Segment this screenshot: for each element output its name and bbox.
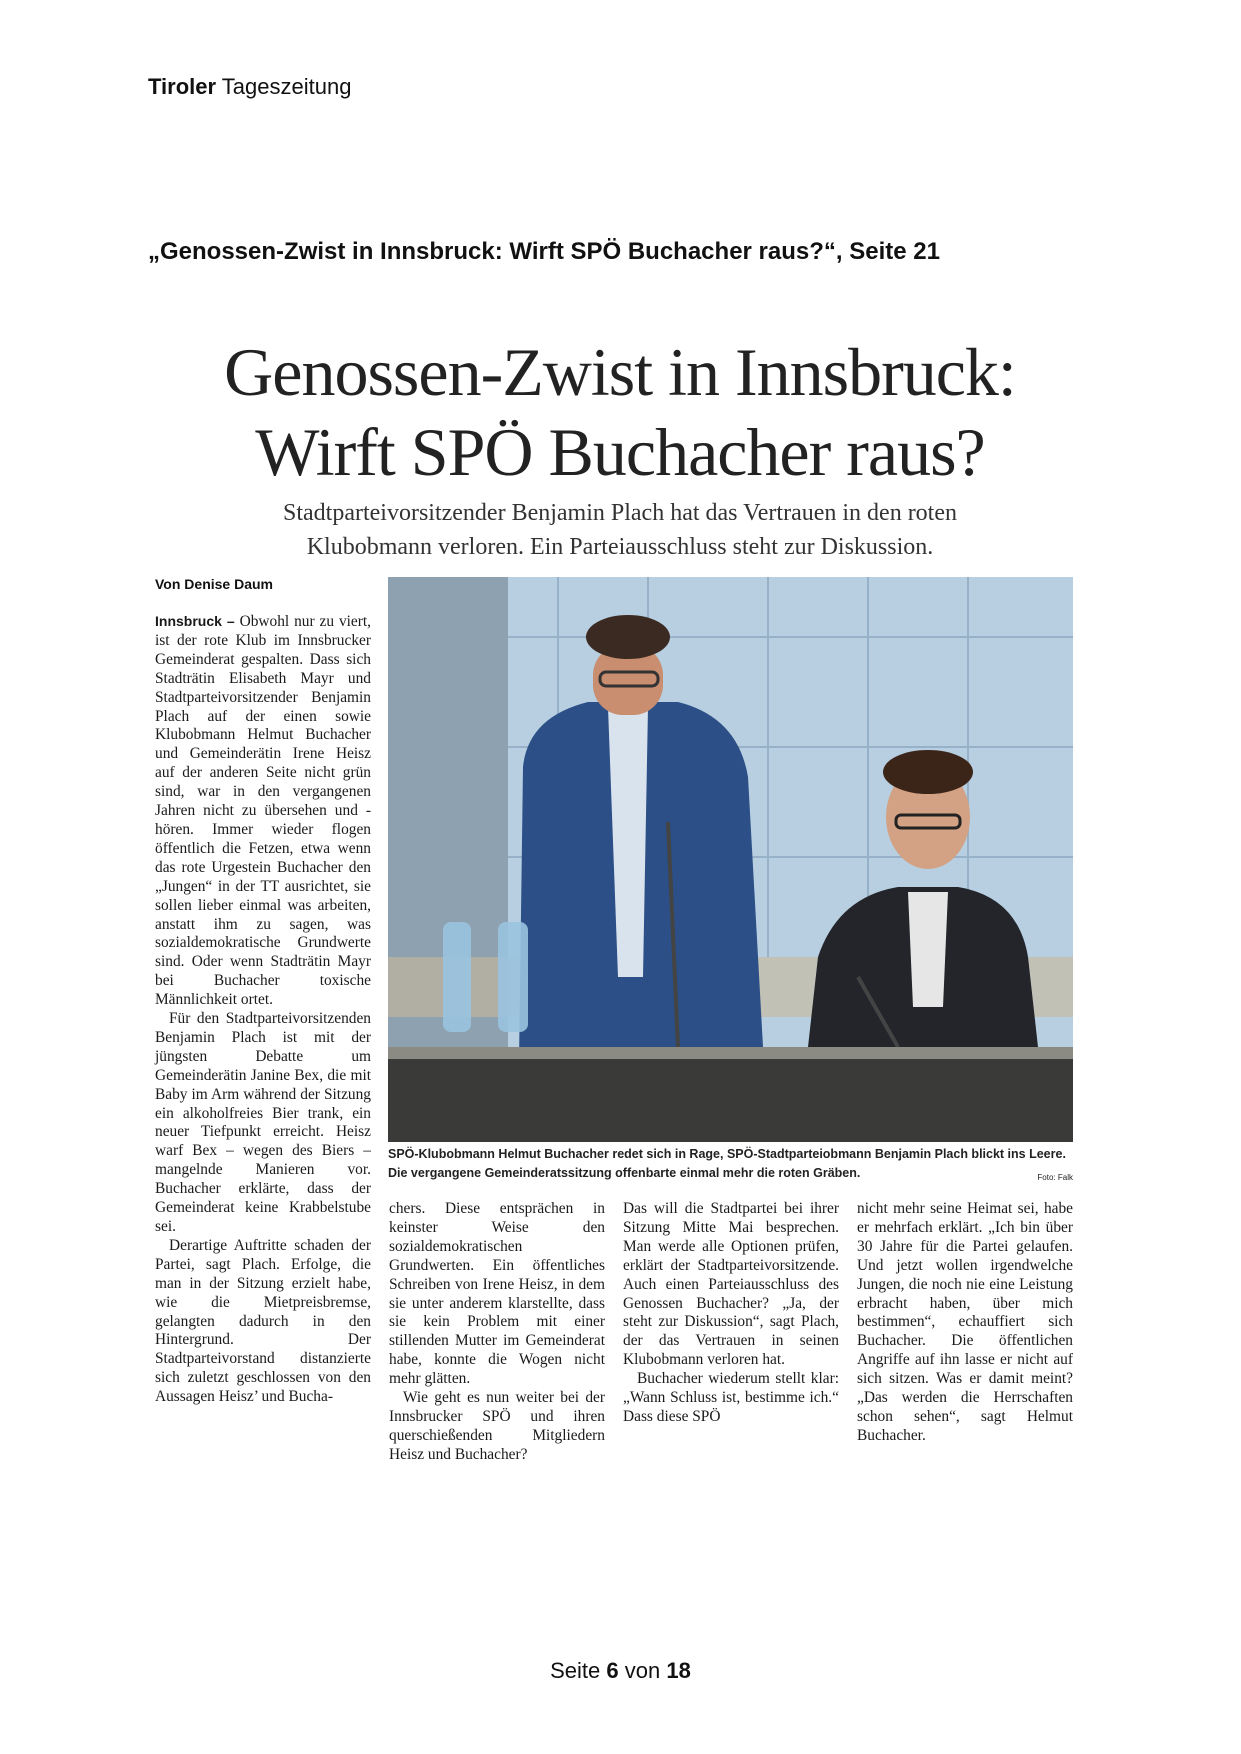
page-label: Seite [550, 1658, 601, 1683]
article-paragraph: nicht mehr seine Heimat sei, habe er mehrfach erklärt. „Ich bin über 30 Jahre für die Partei gelaufen. Und jetzt wollen irgendwelche Jungen, die noch nie eine Leistung erbracht haben, über mich bestimmen“, echauffiert sich Buchacher. Die öffentlichen Angriffe auf ihn lasse er nicht auf sich sitzen. Was er damit meint? „Das werden die Herrschaften schon sehen“, sagt Helmut Buchacher. [857, 1200, 1073, 1444]
total-pages: 18 [666, 1658, 691, 1683]
publication-name [148, 74, 351, 100]
article-reference: „Genossen-Zwist in Innsbruck: Wirft SPÖ Buchacher raus?“, Seite 21 [148, 238, 940, 265]
article-column-3 [623, 1200, 839, 1427]
publication-name-rest: Tageszeitung [221, 74, 352, 99]
article-paragraph: Wie geht es nun weiter bei der Innsbrucker SPÖ und ihren querschießenden Mitgliedern Heisz und Buchacher? [389, 1389, 605, 1463]
article-paragraph: chers. Diese entsprächen in keinster Weise den sozialdemokratischen Grundwerten. Ein öffentliches Schreiben von Irene Heisz, in dem sie unter anderem klarstellte, dass sie kein Problem mit einer stillenden Mutter im Gemeinderat habe, konnte die Wogen nicht mehr glätten. [389, 1200, 605, 1388]
byline: Von Denise Daum [155, 576, 273, 592]
article-paragraph: Buchacher wiederum stellt klar: „Wann Schluss ist, bestimme ich.“ Dass diese SPÖ [623, 1370, 839, 1425]
dateline: Innsbruck – [155, 613, 235, 629]
publication-name-bold: Tiroler [148, 74, 217, 99]
headline-line-1: Genossen-Zwist in Innsbruck: [224, 334, 1016, 410]
headline-line-2: Wirft SPÖ Buchacher raus? [255, 414, 985, 490]
article-column-2 [389, 1200, 605, 1465]
article-paragraph: Das will die Stadtpartei bei ihrer Sitzung Mitte Mai besprechen. Man werde alle Optionen prüfen, erklärt der Stadtparteivorsitzende. Auch einen Parteiausschluss des Genossen Buchacher? „Ja, der steht zur Diskussion“, sagt Plach, der das Vertrauen in seinen Klubobmann verloren hat. [623, 1200, 839, 1369]
page-number [0, 1658, 1241, 1684]
current-page: 6 [606, 1658, 619, 1683]
photo-illustration [388, 577, 1073, 1142]
article-column-1 [155, 612, 371, 1407]
article-column-4 [857, 1200, 1073, 1446]
caption-text: SPÖ-Klubobmann Helmut Buchacher redet sich in Rage, SPÖ-Stadtparteiobmann Benjamin Plach blickt ins Leere. Die vergangene Gemeinderatssitzung offenbarte einmal mehr die roten Gräben. [388, 1147, 1066, 1180]
subheadline-line-2: Klubobmann verloren. Ein Parteiausschluss steht zur Diskussion. [306, 534, 934, 560]
photo-caption [388, 1145, 1073, 1187]
subheadline-line-1: Stadtparteivorsitzender Benjamin Plach hat das Vertrauen in den roten [282, 500, 957, 526]
photo-credit: Foto: Falk [1037, 1173, 1073, 1182]
paragraph-text: Obwohl nur zu viert, ist der rote Klub im Innsbrucker Gemeinderat gespalten. Dass sich Stadträtin Elisabeth Mayr und Stadtparteivorsitzender Benjamin Plach auf der einen sowie Klubobmann Helmut Buchacher und Gemeinderätin Irene Heisz auf der anderen Seite nicht grün sind, war in den vergangenen Jahren nicht zu übersehen und -hören. Immer wieder flogen öffentlich die Fetzen, etwa wenn das rote Urgestein Buchacher den „Jungen“ in der TT ausrichtet, sie sollen lieber einmal was arbeiten, anstatt ihm zu sagen, was sozialdemokratische Grundwerte sind. Oder wenn Stadträtin Mayr bei Buchacher toxische Männlichkeit ortet. [155, 613, 371, 1009]
article-paragraph: Für den Stadtparteivorsitzenden Benjamin Plach ist mit der jüngsten Debatte um Gemeinderätin Janine Bex, die mit Baby im Arm während der Sitzung ein alkoholfreies Bier trank, ein neuer Tiefpunkt erreicht. Heisz warf Bex – wegen des Biers – mangelnde Manieren vor. Buchacher erklärte, dass der Gemeinderat keine Krabbelstube sei. [155, 1010, 371, 1235]
headline [150, 332, 1090, 492]
page-of-label: von [624, 1658, 661, 1683]
article-paragraph [155, 612, 371, 1010]
subheadline [150, 496, 1090, 564]
article-paragraph: Derartige Auftritte schaden der Partei, sagt Plach. Erfolge, die man in der Sitzung erzielt habe, wie die Mietpreisbremse, gelangten dadurch in den Hintergrund. Der Stadtparteivorstand distanzierte sich zuletzt geschlossen von den Aussagen Heisz’ und Bucha- [155, 1236, 371, 1406]
article-photo [388, 577, 1073, 1142]
